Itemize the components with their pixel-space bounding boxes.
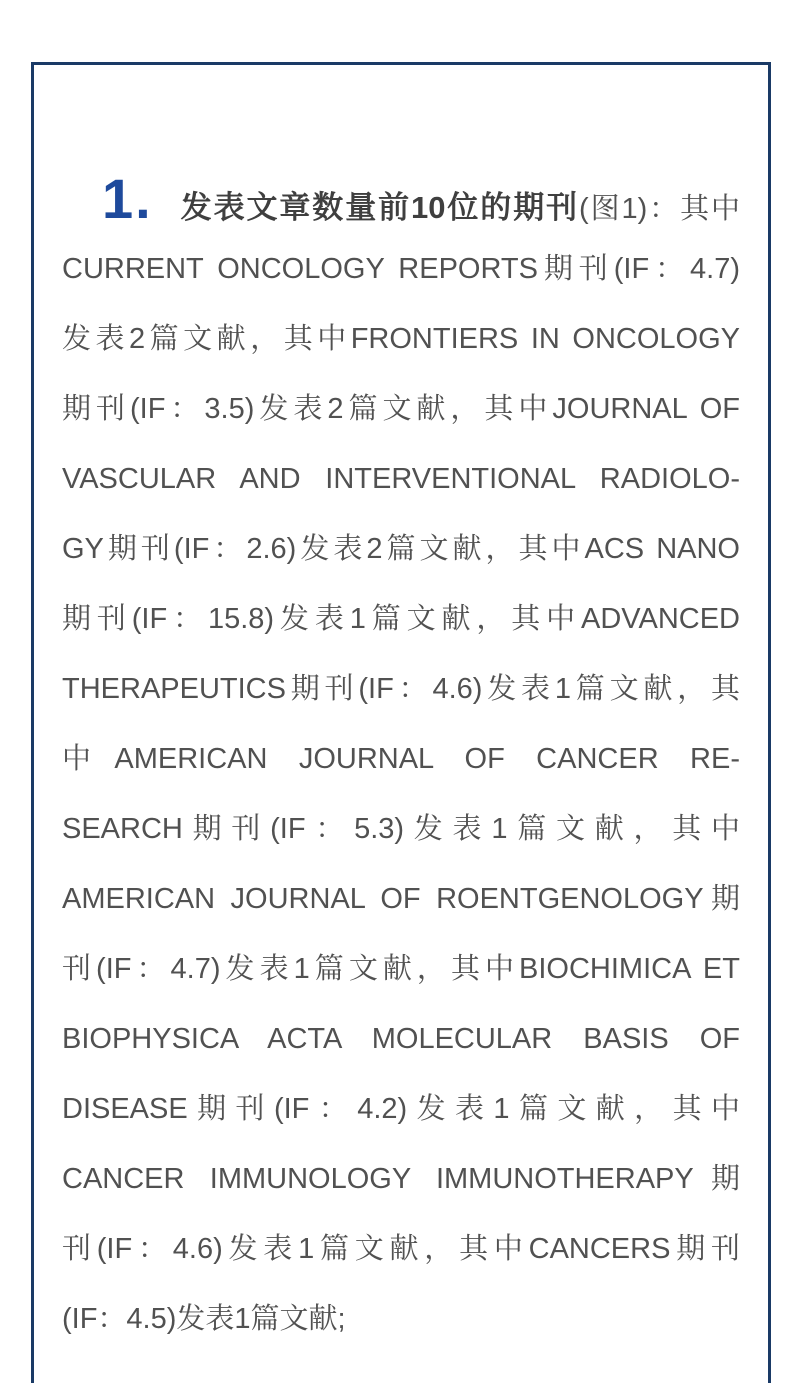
paragraph-lead-in: 其中 <box>680 193 740 225</box>
paragraph-line: AMERICAN JOURNAL OF ROENTGENOLOGY期 <box>62 883 740 915</box>
content-frame <box>31 62 771 1383</box>
paragraph-line: (IF：4.5)发表1篇文献; <box>62 1303 346 1335</box>
paragraph-line: VASCULAR AND INTERVENTIONAL RADIOLO- <box>62 463 740 495</box>
section-heading <box>62 164 740 234</box>
section-title-suffix: (图1)： <box>579 193 681 225</box>
paragraph-line: 刊(IF：4.6)发表1篇文献，其中CANCERS期刊 <box>62 1233 740 1265</box>
paragraph-line: GY期刊(IF：2.6)发表2篇文献，其中ACS NANO <box>62 533 740 565</box>
section-title: 发表文章数量前10位的期刊 <box>180 190 580 225</box>
paragraph-line: 期刊(IF：15.8)发表1篇文献，其中ADVANCED <box>62 603 740 635</box>
paragraph-line: CURRENT ONCOLOGY REPORTS期刊(IF：4.7) <box>62 253 740 285</box>
paragraph-line: CANCER IMMUNOLOGY IMMUNOTHERAPY期 <box>62 1163 740 1195</box>
paragraph-line: 中AMERICAN JOURNAL OF CANCER RE- <box>62 743 740 775</box>
paragraph-line: BIOPHYSICA ACTA MOLECULAR BASIS OF <box>62 1023 740 1055</box>
paragraph-line: DISEASE期刊(IF：4.2)发表1篇文献，其中 <box>62 1093 740 1125</box>
paragraph-line: 刊(IF：4.7)发表1篇文献，其中BIOCHIMICA ET <box>62 953 740 985</box>
paragraph <box>62 234 740 1354</box>
paragraph-line: 期刊(IF：3.5)发表2篇文献，其中JOURNAL OF <box>62 393 740 425</box>
section-number: 1. <box>102 167 153 230</box>
paragraph-line: 发表2篇文献，其中FRONTIERS IN ONCOLOGY <box>62 323 740 355</box>
paragraph-line: THERAPEUTICS期刊(IF：4.6)发表1篇文献，其 <box>62 673 740 705</box>
paragraph-line: SEARCH期刊(IF：5.3)发表1篇文献，其中 <box>62 813 740 845</box>
